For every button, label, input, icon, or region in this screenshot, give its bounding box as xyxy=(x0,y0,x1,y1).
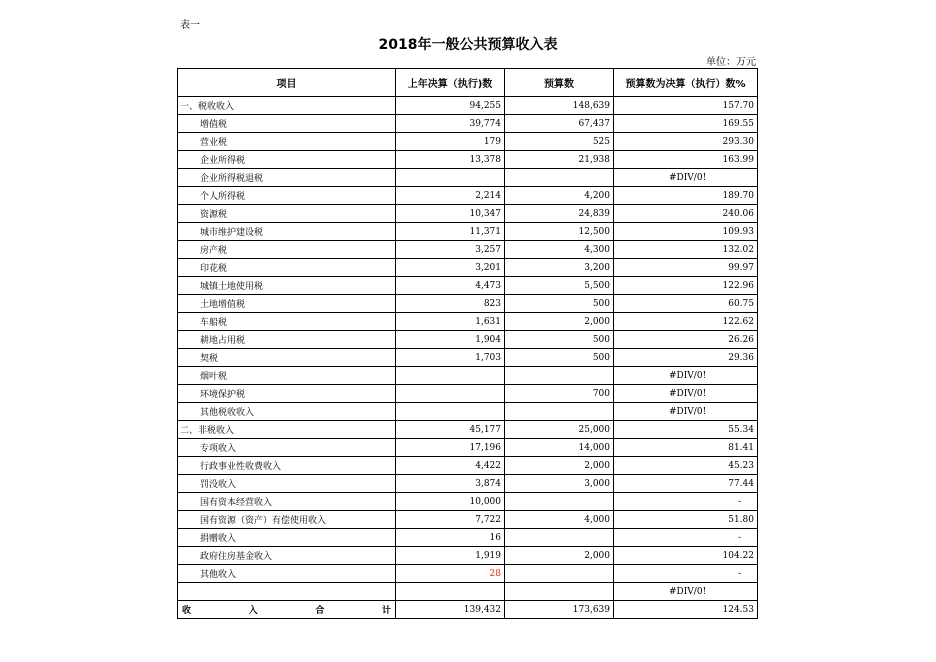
total-label xyxy=(178,601,396,619)
table-row xyxy=(178,475,758,493)
row-prev-value: 2,214 xyxy=(396,187,505,205)
row-item-name: 国有资源（资产）有偿使用收入 xyxy=(178,511,396,529)
row-pct-value: 29.36 xyxy=(614,349,758,367)
row-budget-value: 500 xyxy=(505,349,614,367)
row-prev-value: 823 xyxy=(396,295,505,313)
row-prev-value: 45,177 xyxy=(396,421,505,439)
table-row xyxy=(178,151,758,169)
row-budget-value: 24,839 xyxy=(505,205,614,223)
row-budget-value: 2,000 xyxy=(505,457,614,475)
row-budget-value: 12,500 xyxy=(505,223,614,241)
table-row xyxy=(178,187,758,205)
row-prev-value: 13,378 xyxy=(396,151,505,169)
row-item-name: 房产税 xyxy=(178,241,396,259)
row-pct-value: 109.93 xyxy=(614,223,758,241)
row-pct-value: 99.97 xyxy=(614,259,758,277)
row-item-name: 耕地占用税 xyxy=(178,331,396,349)
table-row xyxy=(178,349,758,367)
row-item-name: 车船税 xyxy=(178,313,396,331)
row-prev-value: 1,904 xyxy=(396,331,505,349)
table-header-row xyxy=(178,69,758,97)
row-prev-value: 3,874 xyxy=(396,475,505,493)
table-row xyxy=(178,115,758,133)
table-row xyxy=(178,457,758,475)
row-budget-value: 4,300 xyxy=(505,241,614,259)
row-pct-value: 122.96 xyxy=(614,277,758,295)
row-prev-value xyxy=(396,403,505,421)
row-pct-value: 293.30 xyxy=(614,133,758,151)
row-pct-value: #DIV/0! xyxy=(614,385,758,403)
row-pct-value: #DIV/0! xyxy=(614,403,758,421)
table-row xyxy=(178,439,758,457)
row-budget-value xyxy=(505,529,614,547)
row-item-name: 资源税 xyxy=(178,205,396,223)
row-budget-value: 21,938 xyxy=(505,151,614,169)
row-pct-value: 240.06 xyxy=(614,205,758,223)
row-item-name: 企业所得税 xyxy=(178,151,396,169)
row-budget-value: 500 xyxy=(505,295,614,313)
total-label-char: 入 xyxy=(248,606,258,616)
total-label-char: 收 xyxy=(182,606,192,616)
col-header-budget: 预算数 xyxy=(505,69,614,97)
row-prev-value xyxy=(396,169,505,187)
row-pct-value: 45.23 xyxy=(614,457,758,475)
row-budget-value: 5,500 xyxy=(505,277,614,295)
row-budget-value: 25,000 xyxy=(505,421,614,439)
row-item-name: 契税 xyxy=(178,349,396,367)
table-row xyxy=(178,547,758,565)
row-pct-value: 55.34 xyxy=(614,421,758,439)
row-prev-value: 28 xyxy=(396,565,505,583)
row-item-name: 企业所得税退税 xyxy=(178,169,396,187)
col-header-pct: 预算数为决算（执行）数% xyxy=(614,69,758,97)
row-item-name: 其他税收收入 xyxy=(178,403,396,421)
total-budget: 173,639 xyxy=(505,601,614,619)
total-label-char: 合 xyxy=(315,606,325,616)
row-prev-value xyxy=(396,583,505,601)
row-budget-value xyxy=(505,169,614,187)
table-row xyxy=(178,403,758,421)
table-row xyxy=(178,367,758,385)
table-row xyxy=(178,493,758,511)
row-budget-value: 4,200 xyxy=(505,187,614,205)
row-pct-value: 157.70 xyxy=(614,97,758,115)
row-budget-value: 148,639 xyxy=(505,97,614,115)
table-row xyxy=(178,421,758,439)
table-row xyxy=(178,313,758,331)
row-item-name: 行政事业性收费收入 xyxy=(178,457,396,475)
row-prev-value: 179 xyxy=(396,133,505,151)
row-prev-value: 94,255 xyxy=(396,97,505,115)
row-item-name: 二、非税收入 xyxy=(178,421,396,439)
row-item-name: 增值税 xyxy=(178,115,396,133)
row-item-name: 一、税收收入 xyxy=(178,97,396,115)
row-item-name: 捐赠收入 xyxy=(178,529,396,547)
row-prev-value: 1,919 xyxy=(396,547,505,565)
table-row xyxy=(178,385,758,403)
table-row xyxy=(178,133,758,151)
revenue-table xyxy=(177,68,758,619)
row-item-name: 罚没收入 xyxy=(178,475,396,493)
table-row xyxy=(178,205,758,223)
total-label-char: 计 xyxy=(381,606,391,616)
row-pct-value: 81.41 xyxy=(614,439,758,457)
row-budget-value xyxy=(505,367,614,385)
row-budget-value: 14,000 xyxy=(505,439,614,457)
row-pct-value: - xyxy=(614,493,758,511)
row-pct-value: 189.70 xyxy=(614,187,758,205)
row-budget-value: 525 xyxy=(505,133,614,151)
row-pct-value: #DIV/0! xyxy=(614,583,758,601)
row-pct-value: - xyxy=(614,529,758,547)
row-pct-value: 60.75 xyxy=(614,295,758,313)
row-pct-value: 163.99 xyxy=(614,151,758,169)
row-prev-value: 4,473 xyxy=(396,277,505,295)
row-pct-value: 77.44 xyxy=(614,475,758,493)
row-item-name: 其他收入 xyxy=(178,565,396,583)
row-prev-value: 16 xyxy=(396,529,505,547)
row-budget-value: 67,437 xyxy=(505,115,614,133)
row-item-name: 城市维护建设税 xyxy=(178,223,396,241)
row-item-name: 专项收入 xyxy=(178,439,396,457)
row-pct-value: 51.80 xyxy=(614,511,758,529)
row-budget-value: 2,000 xyxy=(505,313,614,331)
row-prev-value: 3,201 xyxy=(396,259,505,277)
row-budget-value xyxy=(505,565,614,583)
row-prev-value: 10,347 xyxy=(396,205,505,223)
page-title: 2018年一般公共预算收入表 xyxy=(378,37,558,53)
table-row xyxy=(178,583,758,601)
col-header-item: 项目 xyxy=(178,69,396,97)
row-pct-value: #DIV/0! xyxy=(614,367,758,385)
row-budget-value: 500 xyxy=(505,331,614,349)
table-row xyxy=(178,97,758,115)
row-prev-value xyxy=(396,367,505,385)
table-row xyxy=(178,511,758,529)
row-pct-value: - xyxy=(614,565,758,583)
table-row xyxy=(178,529,758,547)
col-header-prev: 上年决算（执行)数 xyxy=(396,69,505,97)
row-prev-value xyxy=(396,385,505,403)
row-budget-value: 4,000 xyxy=(505,511,614,529)
total-row xyxy=(178,601,758,619)
row-budget-value: 2,000 xyxy=(505,547,614,565)
table-row xyxy=(178,295,758,313)
row-budget-value: 3,000 xyxy=(505,475,614,493)
table-row xyxy=(178,277,758,295)
row-prev-value: 10,000 xyxy=(396,493,505,511)
row-prev-value: 11,371 xyxy=(396,223,505,241)
row-item-name: 城镇土地使用税 xyxy=(178,277,396,295)
row-item-name: 烟叶税 xyxy=(178,367,396,385)
row-budget-value xyxy=(505,583,614,601)
row-item-name xyxy=(178,583,396,601)
row-budget-value xyxy=(505,403,614,421)
row-item-name: 环境保护税 xyxy=(178,385,396,403)
row-prev-value: 17,196 xyxy=(396,439,505,457)
row-pct-value: #DIV/0! xyxy=(614,169,758,187)
row-item-name: 印花税 xyxy=(178,259,396,277)
row-prev-value: 7,722 xyxy=(396,511,505,529)
table-row xyxy=(178,565,758,583)
row-item-name: 个人所得税 xyxy=(178,187,396,205)
row-budget-value xyxy=(505,493,614,511)
table-row xyxy=(178,241,758,259)
table-row xyxy=(178,223,758,241)
table-tag: 表一 xyxy=(180,20,200,31)
total-pct: 124.53 xyxy=(614,601,758,619)
row-pct-value: 122.62 xyxy=(614,313,758,331)
row-prev-value: 3,257 xyxy=(396,241,505,259)
row-item-name: 营业税 xyxy=(178,133,396,151)
row-pct-value: 169.55 xyxy=(614,115,758,133)
row-item-name: 国有资本经营收入 xyxy=(178,493,396,511)
row-prev-value: 1,703 xyxy=(396,349,505,367)
row-prev-value: 4,422 xyxy=(396,457,505,475)
row-prev-value: 39,774 xyxy=(396,115,505,133)
row-prev-value: 1,631 xyxy=(396,313,505,331)
table-row xyxy=(178,331,758,349)
row-budget-value: 700 xyxy=(505,385,614,403)
row-pct-value: 104.22 xyxy=(614,547,758,565)
row-pct-value: 26.26 xyxy=(614,331,758,349)
total-prev: 139,432 xyxy=(396,601,505,619)
row-pct-value: 132.02 xyxy=(614,241,758,259)
row-item-name: 政府住房基金收入 xyxy=(178,547,396,565)
table-body xyxy=(178,97,758,601)
unit-label: 单位：万元 xyxy=(706,57,756,68)
row-budget-value: 3,200 xyxy=(505,259,614,277)
table-row xyxy=(178,259,758,277)
row-item-name: 土地增值税 xyxy=(178,295,396,313)
table-row xyxy=(178,169,758,187)
